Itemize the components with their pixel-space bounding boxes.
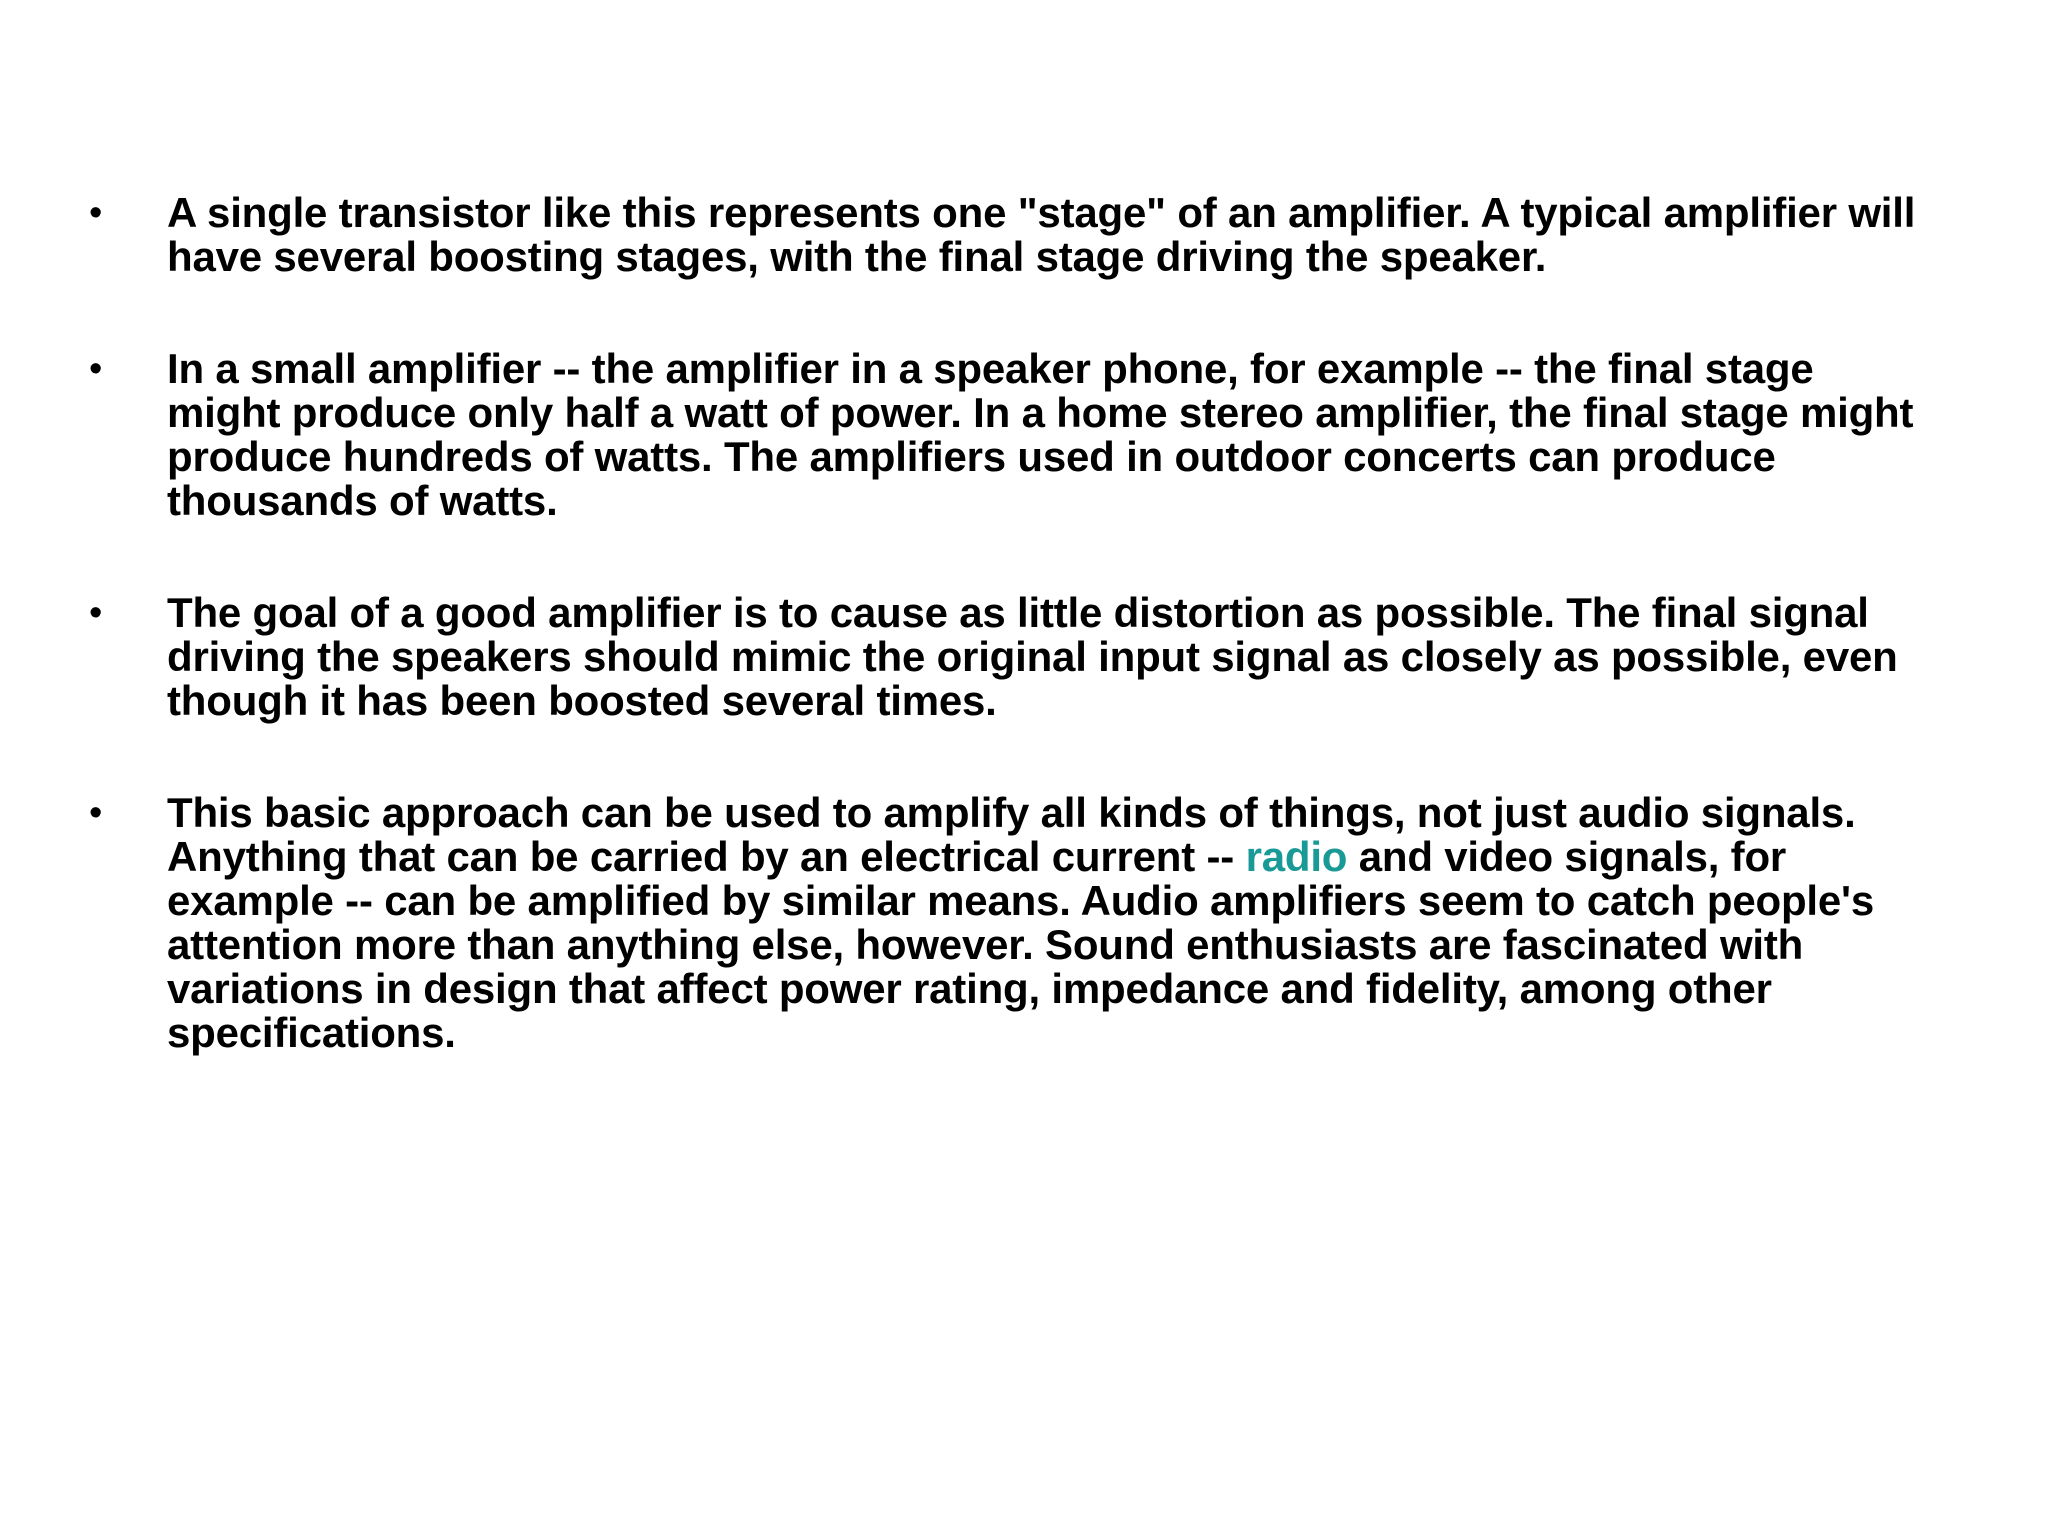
bullet-item <box>0 791 2048 1055</box>
bullet-list <box>0 191 2048 1123</box>
bullet-marker: • <box>89 348 103 390</box>
bullet-text-after-link: and video signals, for example -- can be amplified by similar means. Audio amplifiers seem to catch people's attention more than anything else, however. Sound enthusiasts are fascinated with variations in design that affect power rating, impedance and fidelity, among other specifications. <box>167 833 1874 1056</box>
bullet-marker: • <box>89 192 103 234</box>
bullet-item <box>0 191 2048 279</box>
bullet-text: A single transistor like this represents one "stage" of an amplifier. A typical amplifier will have several boosting stages, with the final stage driving the speaker. <box>167 189 1916 280</box>
bullet-text <box>167 791 1927 1055</box>
bullet-marker: • <box>89 792 103 834</box>
bullet-item <box>0 591 2048 723</box>
bullet-item <box>0 347 2048 523</box>
bullet-text-before-link: This basic approach can be used to amplify all kinds of things, not just audio signals. Anything that can be carried by an electrical current -- <box>167 789 1856 880</box>
bullet-text: In a small amplifier -- the amplifier in a speaker phone, for example -- the final stage might produce only half a watt of power. In a home stereo amplifier, the final stage might produce hundreds of watts. The amplifiers used in outdoor concerts can produce thousands of watts. <box>167 345 1914 524</box>
bullet-text: The goal of a good amplifier is to cause as little distortion as possible. The final signal driving the speakers should mimic the original input signal as closely as possible, even though it has been boosted several times. <box>167 589 1898 724</box>
bullet-marker: • <box>89 592 103 634</box>
radio-link[interactable]: radio <box>1245 833 1348 880</box>
